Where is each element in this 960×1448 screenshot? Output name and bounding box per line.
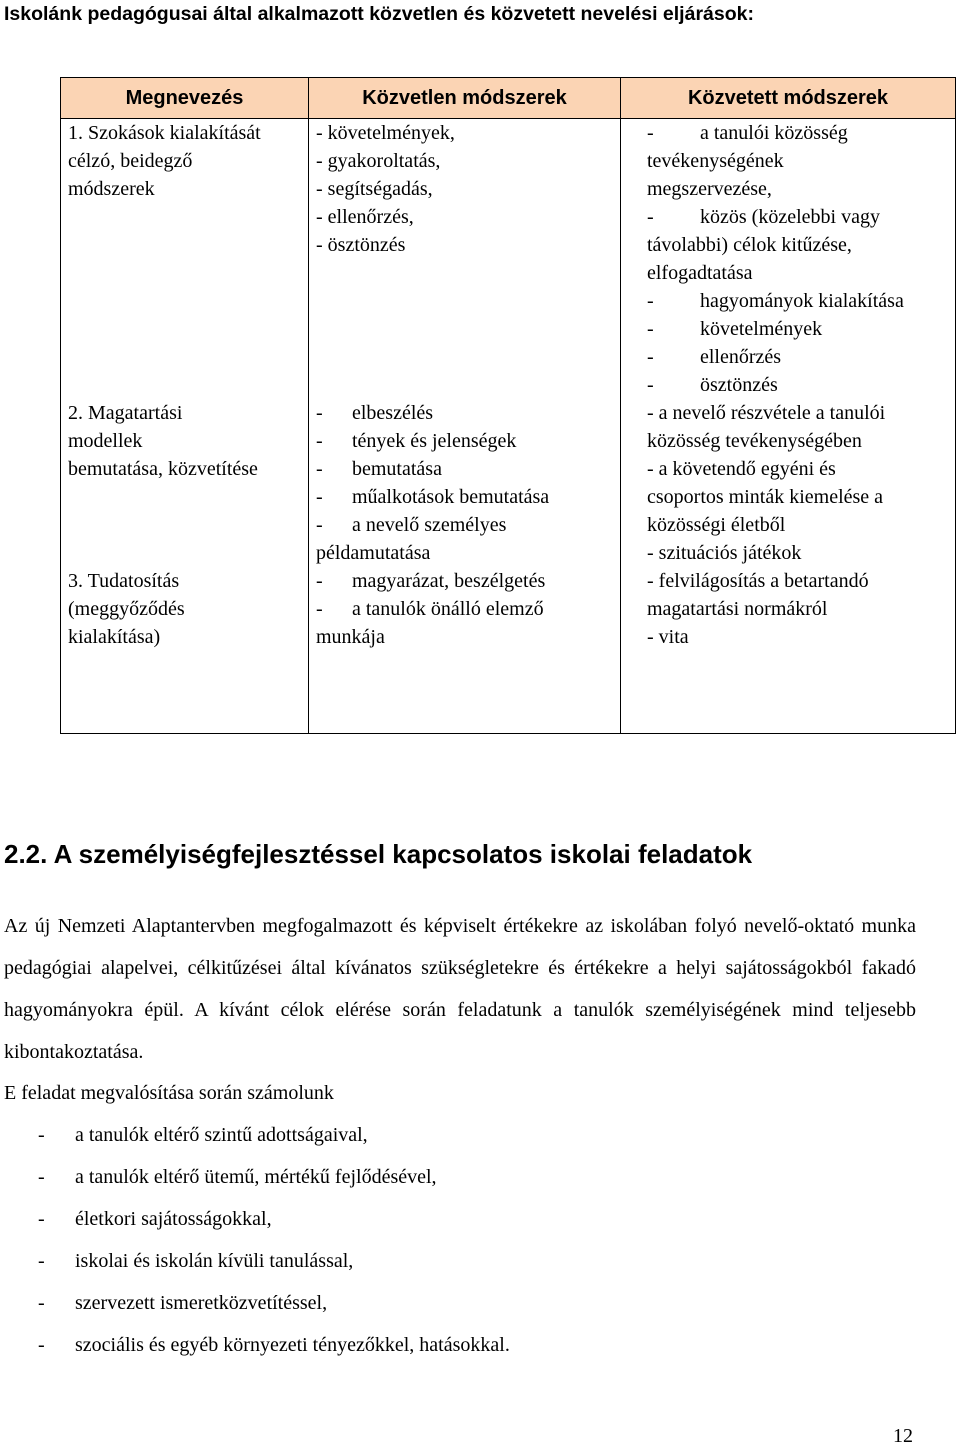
cell-line: - a követendő egyéni és — [647, 458, 836, 480]
cell-line: - segítségadás, — [316, 178, 433, 200]
bullet-list — [0, 1114, 510, 1366]
cell-line: - szituációs játékok — [647, 542, 802, 564]
cell-text: magyarázat, beszélgetés — [352, 570, 546, 592]
header-name: Megnevezés — [61, 78, 309, 119]
cell-line — [316, 483, 620, 511]
cell-text: műalkotások bemutatása — [352, 486, 550, 508]
cell-line: - felvilágosítás a betartandó — [647, 570, 869, 592]
dash: - — [647, 318, 654, 340]
dash: - — [316, 402, 323, 424]
cell-text: elbeszélés — [352, 402, 434, 424]
row-indirect-cell — [621, 399, 956, 567]
table-row — [61, 567, 956, 733]
cell-line: 1. Szokások kialakítását — [68, 122, 261, 144]
bullet-marker: - — [38, 1334, 45, 1356]
cell-line: megszervezése, — [647, 178, 772, 200]
cell-line — [647, 315, 949, 343]
paragraph-2: E feladat megvalósítása során számolunk — [4, 1082, 334, 1104]
cell-line: módszerek — [68, 178, 155, 200]
cell-line: példamutatása — [316, 542, 431, 564]
list-item — [0, 1324, 510, 1366]
section-title: 2.2. A személyiségfejlesztéssel kapcsolatos iskolai feladatok — [4, 839, 753, 869]
list-item-text: szervezett ismeretközvetítéssel, — [75, 1292, 328, 1314]
list-item — [0, 1240, 510, 1282]
cell-line: magatartási normákról — [647, 598, 828, 620]
cell-line: - vita — [647, 626, 689, 648]
cell-line: - ösztönzés — [316, 234, 406, 256]
header-direct: Közvetlen módszerek — [309, 78, 621, 119]
cell-line — [316, 455, 620, 483]
row-name-cell — [61, 399, 309, 567]
cell-text: ösztönzés — [700, 374, 778, 396]
cell-text: követelmények — [700, 318, 823, 340]
list-item-text: életkori sajátosságokkal, — [75, 1208, 272, 1230]
header-indirect: Közvetett módszerek — [621, 78, 956, 119]
cell-line: közösségi életből — [647, 514, 786, 536]
dash: - — [316, 458, 323, 480]
cell-line: elfogadtatása — [647, 262, 753, 284]
row-indirect-cell — [621, 119, 956, 400]
table-row — [61, 119, 956, 400]
cell-line — [647, 343, 949, 371]
bullet-marker: - — [38, 1166, 45, 1188]
dash: - — [647, 290, 654, 312]
dash: - — [316, 598, 323, 620]
intro-heading: Iskolánk pedagógusai által alkalmazott közvetlen és közvetett nevelési eljárások: — [4, 3, 754, 25]
row-direct-cell — [309, 119, 621, 400]
cell-line — [647, 287, 949, 315]
page-number: 12 — [893, 1425, 913, 1447]
cell-line: bemutatása, közvetítése — [68, 458, 258, 480]
cell-text: tények és jelenségek — [352, 430, 517, 452]
cell-line: kialakítása) — [68, 626, 161, 648]
cell-text: a tanulói közösség — [700, 122, 848, 144]
dash: - — [316, 570, 323, 592]
cell-line: - követelmények, — [316, 122, 455, 144]
cell-line: célzó, beidegző — [68, 150, 193, 172]
bullet-marker: - — [38, 1292, 45, 1314]
cell-line — [316, 595, 620, 623]
list-item — [0, 1282, 510, 1324]
list-item-text: a tanulók eltérő szintű adottságaival, — [75, 1124, 368, 1146]
row-direct-cell — [309, 399, 621, 567]
methods-table — [60, 77, 956, 734]
cell-line — [647, 203, 949, 231]
dash: - — [316, 430, 323, 452]
cell-line — [316, 511, 620, 539]
cell-line — [647, 119, 949, 147]
dash: - — [647, 374, 654, 396]
dash: - — [647, 122, 654, 144]
cell-line: munkája — [316, 626, 385, 648]
cell-line: távolabbi) célok kitűzése, — [647, 234, 852, 256]
cell-line: csoportos minták kiemelése a — [647, 486, 884, 508]
cell-line: tevékenységének — [647, 150, 784, 172]
cell-text: ellenőrzés — [700, 346, 782, 368]
cell-text: hagyományok kialakítása — [700, 290, 904, 312]
cell-line: (meggyőződés — [68, 598, 185, 620]
cell-text: közös (közelebbi vagy — [700, 206, 880, 228]
dash: - — [647, 346, 654, 368]
table-row — [61, 399, 956, 567]
paragraph-1: Az új Nemzeti Alaptantervben megfogalmazott és képviselt értékekre az iskolában folyó nevelő-oktató munka pedagógiai alapelvei, célkitűzései által kívánatos szükségletekre és értékekre a helyi sajátosságokból fakadó hagyományokra épül. A kívánt célok elérése során feladatunk a tanulók személyiségének mind teljesebb kibontakoztatása. — [4, 915, 916, 1063]
list-item — [0, 1114, 510, 1156]
row-name-cell — [61, 567, 309, 733]
list-item-text: szociális és egyéb környezeti tényezőkkel, hatásokkal. — [75, 1334, 510, 1356]
cell-line — [316, 399, 620, 427]
cell-line — [316, 427, 620, 455]
cell-text: a nevelő személyes — [352, 514, 507, 536]
list-item — [0, 1156, 510, 1198]
row-direct-cell — [309, 567, 621, 733]
cell-line: modellek — [68, 430, 143, 452]
cell-text: bemutatása — [352, 458, 442, 480]
cell-line: - ellenőrzés, — [316, 206, 414, 228]
cell-line: - a nevelő részvétele a tanulói — [647, 402, 886, 424]
dash: - — [316, 486, 323, 508]
dash: - — [316, 514, 323, 536]
cell-line — [647, 371, 949, 399]
bullet-marker: - — [38, 1208, 45, 1230]
cell-text: a tanulók önálló elemző — [352, 598, 544, 620]
cell-line: közösség tevékenységében — [647, 430, 862, 452]
table-header-row — [61, 78, 956, 119]
list-item — [0, 1198, 510, 1240]
list-item-text: a tanulók eltérő ütemű, mértékű fejlődésével, — [75, 1166, 437, 1188]
cell-line — [316, 567, 620, 595]
cell-line: 2. Magatartási — [68, 402, 183, 424]
bullet-marker: - — [38, 1124, 45, 1146]
bullet-marker: - — [38, 1250, 45, 1272]
row-name-cell — [61, 119, 309, 400]
cell-line: 3. Tudatosítás — [68, 570, 180, 592]
list-item-text: iskolai és iskolán kívüli tanulással, — [75, 1250, 354, 1272]
dash: - — [647, 206, 654, 228]
row-indirect-cell — [621, 567, 956, 733]
cell-line: - gyakoroltatás, — [316, 150, 441, 172]
